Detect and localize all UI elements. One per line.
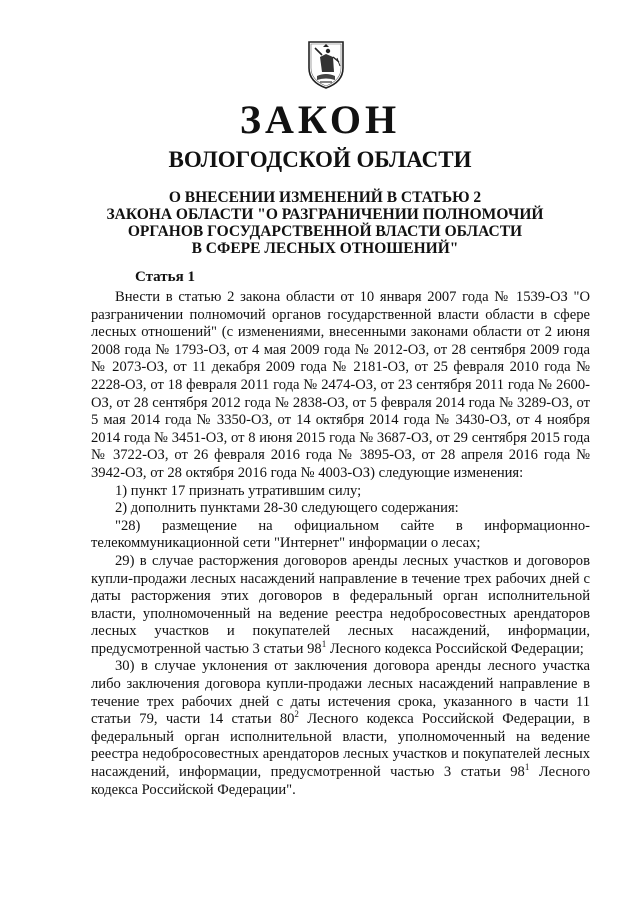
new-clause-29	[91, 553, 590, 659]
vologda-coat-of-arms-icon	[306, 38, 346, 90]
superscript: 1	[321, 639, 327, 650]
amendment-item-1: 1) пункт 17 признать утратившим силу;	[115, 482, 362, 499]
article-body	[91, 289, 590, 799]
amendment-item-2: 2) дополнить пунктами 28-30 следующего содержания:	[115, 500, 459, 517]
clause-29-text-end: Лесного кодекса Российской Федерации;	[326, 640, 584, 657]
superscript: 1	[524, 762, 530, 773]
clause-29-text: 29) в случае расторжения договоров аренды лесных участков и договоров купли-продажи лесных насаждений направление в течение трех рабочих дней с даты расторжения этих договоров в федеральный орган исполнительной власти, уполномоченный на ведение реестра недобросовестных арендаторов лесных участков и покупателей лесных насаждений, информации, предусмотренной частью 3 статьи 98	[91, 552, 590, 657]
law-title: ЗАКОН	[239, 97, 401, 142]
new-clause-30	[91, 658, 590, 799]
article-heading: Статья 1	[135, 269, 195, 285]
superscript: 2	[294, 709, 299, 720]
clause-30-text-end: Лесного кодекса Российской Федерации".	[91, 764, 590, 798]
clause-30-text: 30) в случае уклонения от заключения договора аренды лесного участка либо заключения договора купли-продажи лесных насаждений направление в течение трех рабочих дней с даты истечения срока, указанного в части 11 статьи 79, части 14 статьи 80	[91, 658, 590, 728]
subject-line: В СФЕРЕ ЛЕСНЫХ ОТНОШЕНИЙ"	[191, 240, 459, 257]
law-subject	[80, 189, 570, 257]
article-intro-paragraph: Внести в статью 2 закона области от 10 января 2007 года № 1539-ОЗ "О разграничении полномочий органов государственной власти области в сфере лесных отношений" (с изменениями, внесенными законами области от 2 июня 2008 года № 1793-ОЗ, от 4 мая 2009 года № 2012-ОЗ, от 28 сентября 2009 года № 2073-ОЗ, от 11 декабря 2009 года № 2181-ОЗ, от 25 февраля 2010 года № 2228-ОЗ, от 18 февраля 2011 года № 2474-ОЗ, от 23 сентября 2011 года № 2600-ОЗ, от 28 сентября 2012 года № 2838-ОЗ, от 5 февраля 2014 года № 3289-ОЗ, от 5 мая 2014 года № 3350-ОЗ, от 14 октября 2014 года № 3430-ОЗ, от 4 ноября 2014 года № 3451-ОЗ, от 8 июня 2015 года № 3687-ОЗ, от 29 сентября 2015 года № 3722-ОЗ, от 26 февраля 2016 года № 3895-ОЗ, от 28 апреля 2016 года № 3942-ОЗ, от 28 октября 2016 года № 4003-ОЗ) следующие изменения:	[91, 289, 590, 481]
subject-line: ЗАКОНА ОБЛАСТИ "О РАЗГРАНИЧЕНИИ ПОЛНОМОЧИЙ	[106, 206, 544, 223]
region-title: ВОЛОГОДСКОЙ ОБЛАСТИ	[168, 147, 472, 172]
subject-line: ОРГАНОВ ГОСУДАРСТВЕННОЙ ВЛАСТИ ОБЛАСТИ	[127, 223, 523, 240]
clause-30-text-mid: Лесного кодекса Российской Федерации, в федеральный орган исполнительной власти, уполномоченный на ведение реестра недобросовестных арендаторов лесных участков и покупателей лесных насаждений, информации, предусмотренной частью 3 статьи 98	[91, 711, 590, 781]
subject-line: О ВНЕСЕНИИ ИЗМЕНЕНИЙ В СТАТЬЮ 2	[168, 189, 482, 206]
new-clause-28: "28) размещение на официальном сайте в информационно-телекоммуникационной сети "Интернет" информации о лесах;	[91, 517, 590, 552]
